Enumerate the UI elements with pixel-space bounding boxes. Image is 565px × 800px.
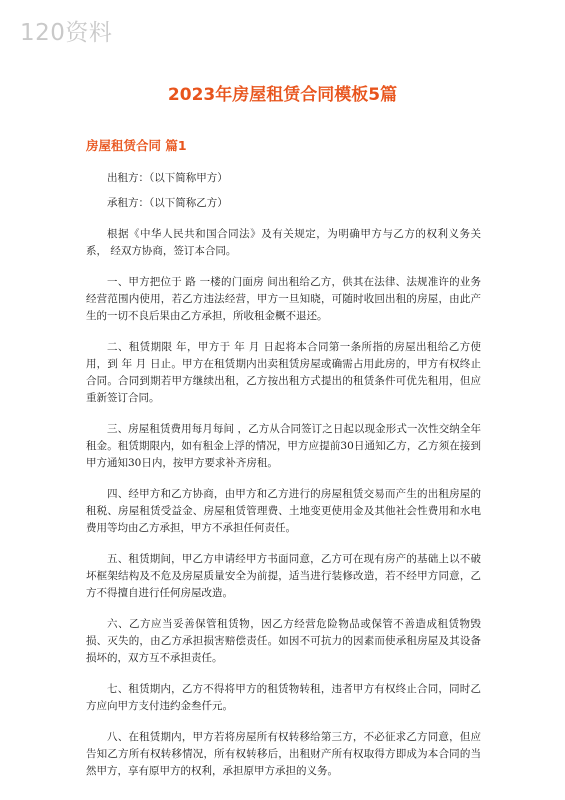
lessee-line: 承租方：（以下简称乙方） [107,197,228,209]
clause-8: 八、在租赁期内，甲方若将房屋所有权转移给第三方，不必征求乙方同意，但应告知乙方所有权转移情况，所有权转移后，出租财产所有权取得方即成为本合同的当然甲方，享有原甲方的权利，承担原甲方承担的义务。 [86,731,481,777]
document-title: 2023年房屋租赁合同模板5篇 [167,85,398,105]
clause-4: 四、经甲方和乙方协商，由甲方和乙方进行的房屋租赁交易而产生的出租房屋的租税、房屋租赁受益金、房屋租赁管理费、土地变更使用金及其他社会性费用和水电费用等均由乙方承担，甲方不承担任何责任。 [86,488,481,534]
clause-1: 一、甲方把位于 路 一楼的门面房 间出租给乙方，供其在法律、法规准许的业务经营范围内使用，若乙方违法经营，甲方一旦知晓，可随时收回出租的房屋，由此产生的一切不良后果由乙方承担，所收租金概不退还。 [86,276,481,322]
section-heading: 房屋租赁合同 篇1 [86,138,187,153]
clause-3: 三、房屋租赁费用每月每间 ，乙方从合同签订之日起以现金形式一次性交纳全年租金。租赁期限内，如有租金上浮的情况，甲方应提前30日通知乙方，乙方须在接到甲方通知30日内，按甲方要求补齐房租。 [86,423,481,469]
lessor-line: 出租方：（以下简称甲方） [107,172,228,184]
watermark: 120资料 [20,20,113,46]
paragraph-intro: 根据《中华人民共和国合同法》及有关规定，为明确甲方与乙方的权利义务关系， 经双方协商，签订本合同。 [86,228,481,257]
clause-2: 二、租赁期限 年，甲方于 年 月 日起将本合同第一条所指的房屋出租给乙方使用，到 年 月 日止。甲方在租赁期内出卖租赁房屋或确需占用此房的，甲方有权终止合同。合同到期若甲方继续出租，乙方按出租方式提出的租赁条件可优先租用，但应重新签订合同。 [86,341,481,404]
document-body [86,170,481,794]
clause-6: 六、乙方应当妥善保管租赁物，因乙方经营危险物品或保管不善造成租赁物毁损、灭失的，由乙方承担损害赔偿责任。如因不可抗力的因素而使承租房屋及其设备损坏的，双方互不承担责任。 [86,618,481,664]
clause-5: 五、租赁期间，甲乙方申请经甲方书面同意，乙方可在现有房产的基础上以不破坏框架结构及不危及房屋质量安全为前提，适当进行装修改造，若不经甲方同意，乙方不得擅自进行任何房屋改造。 [86,553,481,599]
clause-7: 七、租赁期内，乙方不得将甲方的租赁物转租，违者甲方有权终止合同，同时乙方应向甲方支付违约金叁仟元。 [86,683,481,712]
